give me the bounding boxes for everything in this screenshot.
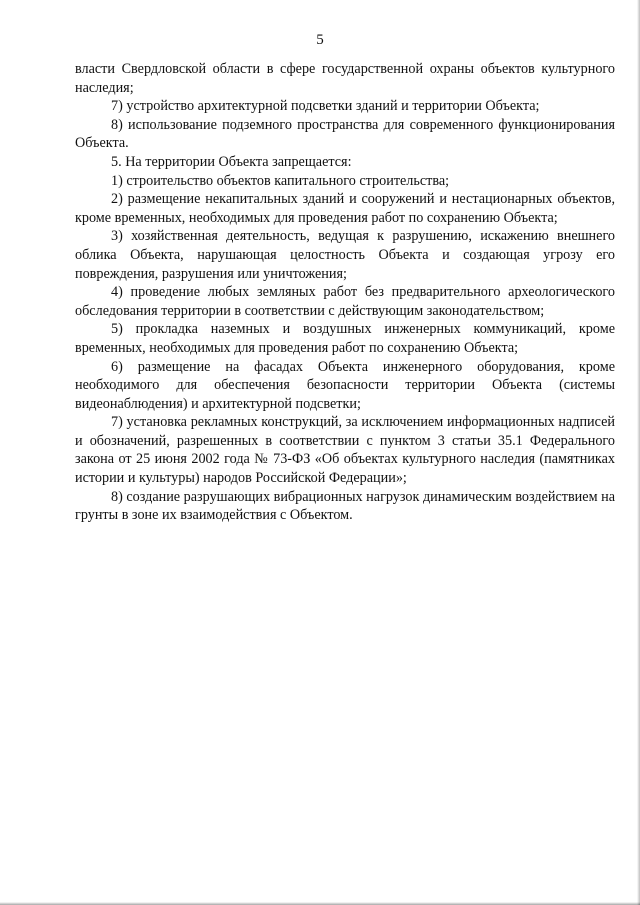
paragraph-item-8-underground: 8) использование подземного пространства для современного функционирования Объекта.: [75, 116, 615, 152]
prohibition-item-3: 3) хозяйственная деятельность, ведущая к разрушению, искажению внешнего облика Объекта, нарушающая целостность Объекта и создающая угрозу его повреждения, разрушения или уничтожения;: [75, 228, 615, 282]
document-body: [75, 60, 615, 525]
section-5-heading: 5. На территории Объекта запрещается:: [111, 153, 352, 170]
prohibition-item-4: 4) проведение любых земляных работ без предварительного археологического обследования территории в соответствии с действующим законодательством;: [75, 284, 615, 319]
paragraph-continuation: власти Свердловской области в сфере государственной охраны объектов культурного наследия;: [75, 61, 615, 96]
prohibition-item-7: 7) установка рекламных конструкций, за исключением информационных надписей и обозначений, разрешенных в соответствии с пунктом 3 статьи 35.1 Федерального закона от 25 июня 2002 года № 73-ФЗ «Об объектах культурного наследия (памятниках истории и культуры) народов Российской Федерации»;: [75, 414, 615, 487]
page-number: 5: [316, 32, 324, 48]
paragraph-item-7-lighting: 7) устройство архитектурной подсветки зданий и территории Объекта;: [111, 98, 540, 115]
prohibition-item-2: 2) размещение некапитальных зданий и сооружений и нестационарных объектов, кроме временных, необходимых для проведения работ по сохранению Объекта;: [75, 191, 615, 226]
prohibition-item-8: 8) создание разрушающих вибрационных нагрузок динамическим воздействием на грунты в зоне их взаимодействия с Объектом.: [75, 488, 615, 524]
prohibition-item-6: 6) размещение на фасадах Объекта инженерного оборудования, кроме необходимого для обеспечения безопасности территории Объекта (системы видеонаблюдения) и архитектурной подсветки;: [75, 358, 615, 412]
prohibition-item-5: 5) прокладка наземных и воздушных инженерных коммуникаций, кроме временных, необходимых для проведения работ по сохранению Объекта;: [75, 321, 615, 356]
prohibition-item-1: 1) строительство объектов капитального строительства;: [111, 172, 450, 189]
